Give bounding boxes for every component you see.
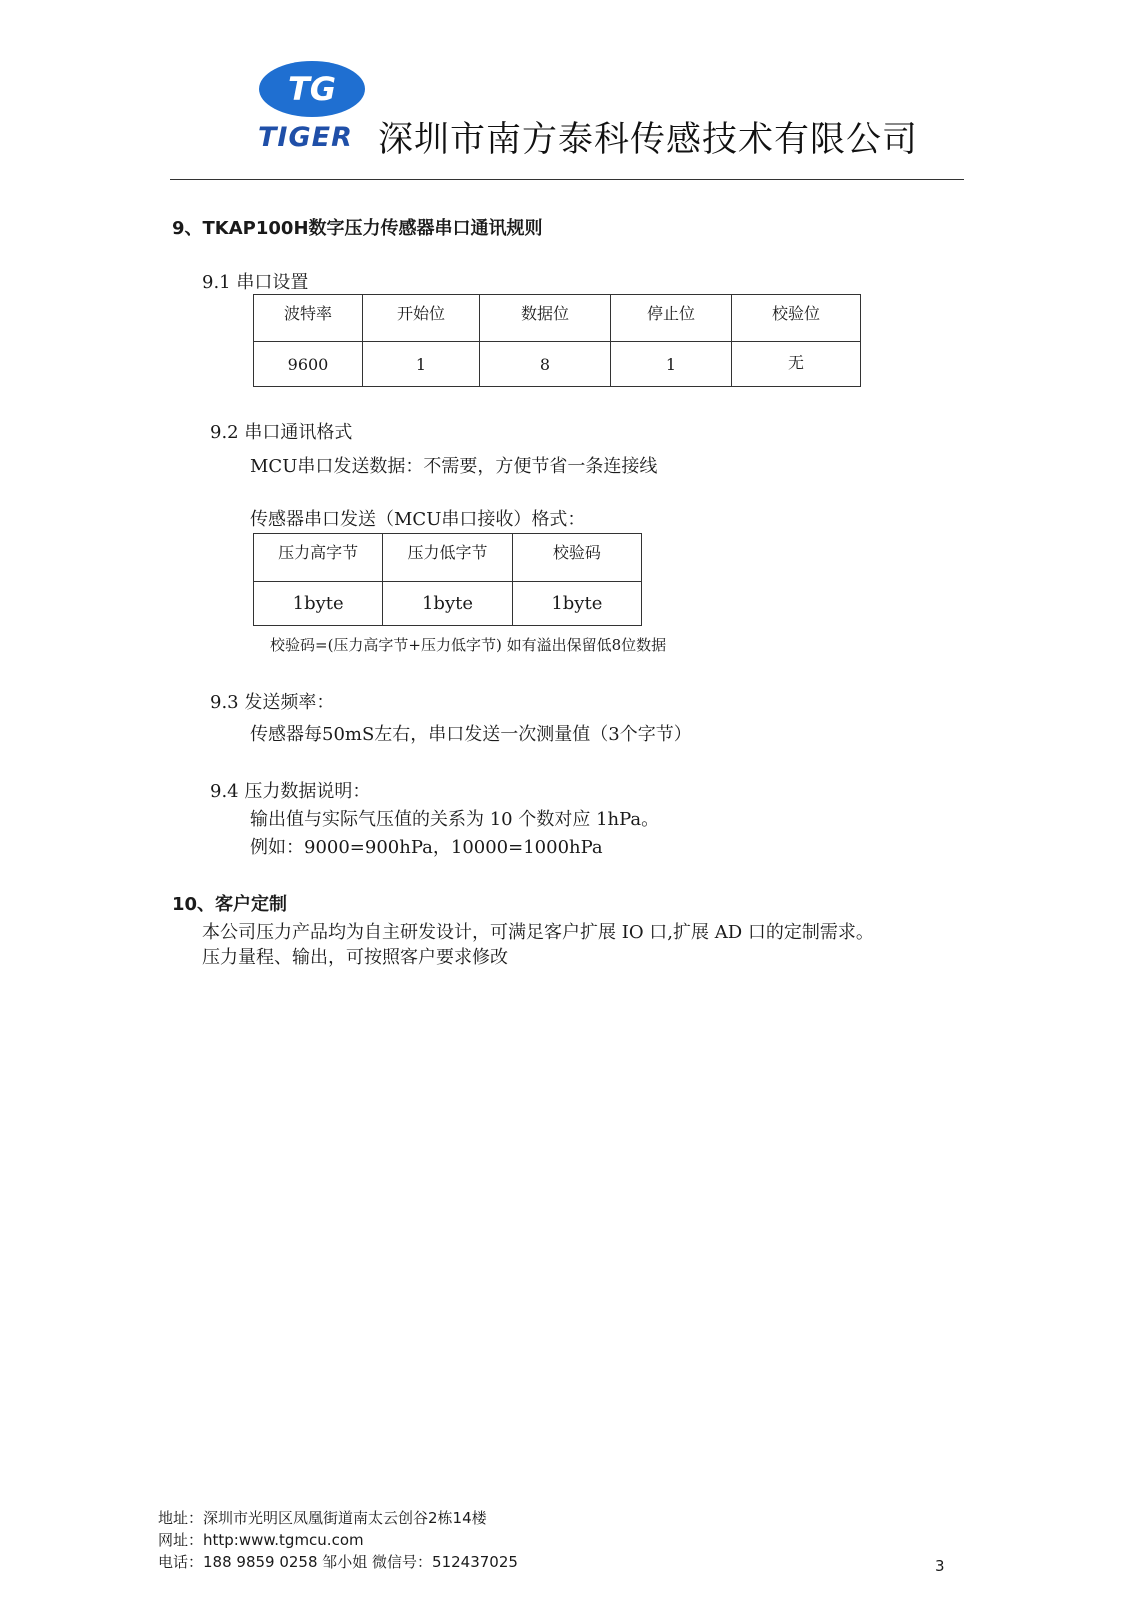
table-cell: 1byte [254, 582, 383, 626]
pressure-example-text: 例如：9000=900hPa，10000=1000hPa [250, 837, 603, 858]
section-9-2-heading: 9.2 串口通讯格式 [210, 422, 353, 443]
logo-mark: TG [287, 70, 337, 108]
pressure-relation-text: 输出值与实际气压值的关系为 10 个数对应 1hPa。 [250, 809, 660, 830]
table-header-cell: 数据位 [480, 295, 611, 342]
table-cell: 8 [480, 342, 611, 387]
header-divider [170, 179, 964, 180]
company-logo [258, 60, 366, 118]
table-header-cell: 停止位 [611, 295, 732, 342]
frame-format-table [253, 533, 642, 626]
table-header-cell: 波特率 [254, 295, 363, 342]
mcu-send-text: MCU串口发送数据：不需要，方便节省一条连接线 [250, 456, 658, 477]
checksum-note: 校验码=(压力高字节+压力低字节) 如有溢出保留低8位数据 [270, 636, 667, 654]
table-header-cell: 压力低字节 [383, 534, 512, 582]
company-name: 深圳市南方泰科传感技术有限公司 [378, 120, 919, 160]
table-cell: 1byte [383, 582, 512, 626]
table-header-cell: 校验码 [512, 534, 641, 582]
table-header-cell: 开始位 [363, 295, 480, 342]
page-number: 3 [935, 1557, 945, 1575]
footer-address: 地址：深圳市光明区凤凰街道南太云创谷2栋14楼 [158, 1509, 487, 1527]
footer-phone: 电话：188 9859 0258 邹小姐 微信号：512437025 [158, 1553, 518, 1571]
table-cell: 1byte [512, 582, 641, 626]
customization-text-2: 压力量程、输出，可按照客户要求修改 [202, 947, 508, 968]
frequency-text: 传感器每50mS左右，串口发送一次测量值（3个字节） [250, 724, 692, 745]
section-9-title: 9、TKAP100H数字压力传感器串口通讯规则 [172, 218, 543, 239]
table-cell: 无 [732, 342, 861, 387]
section-10-title: 10、客户定制 [172, 894, 288, 915]
footer-website: 网址：http:www.tgmcu.com [158, 1531, 364, 1549]
logo-wordmark: TIGER [258, 122, 353, 153]
section-9-3-heading: 9.3 发送频率： [210, 692, 335, 713]
section-9-4-heading: 9.4 压力数据说明： [210, 781, 371, 802]
table-cell: 9600 [254, 342, 363, 387]
table-cell: 1 [363, 342, 480, 387]
section-9-1-heading: 9.1 串口设置 [202, 272, 309, 293]
table-header-cell: 压力高字节 [254, 534, 383, 582]
serial-settings-table [253, 294, 861, 387]
table-cell: 1 [611, 342, 732, 387]
sensor-send-text: 传感器串口发送（MCU串口接收）格式： [250, 509, 586, 530]
customization-text-1: 本公司压力产品均为自主研发设计，可满足客户扩展 IO 口,扩展 AD 口的定制需求。 [202, 922, 874, 943]
table-header-cell: 校验位 [732, 295, 861, 342]
